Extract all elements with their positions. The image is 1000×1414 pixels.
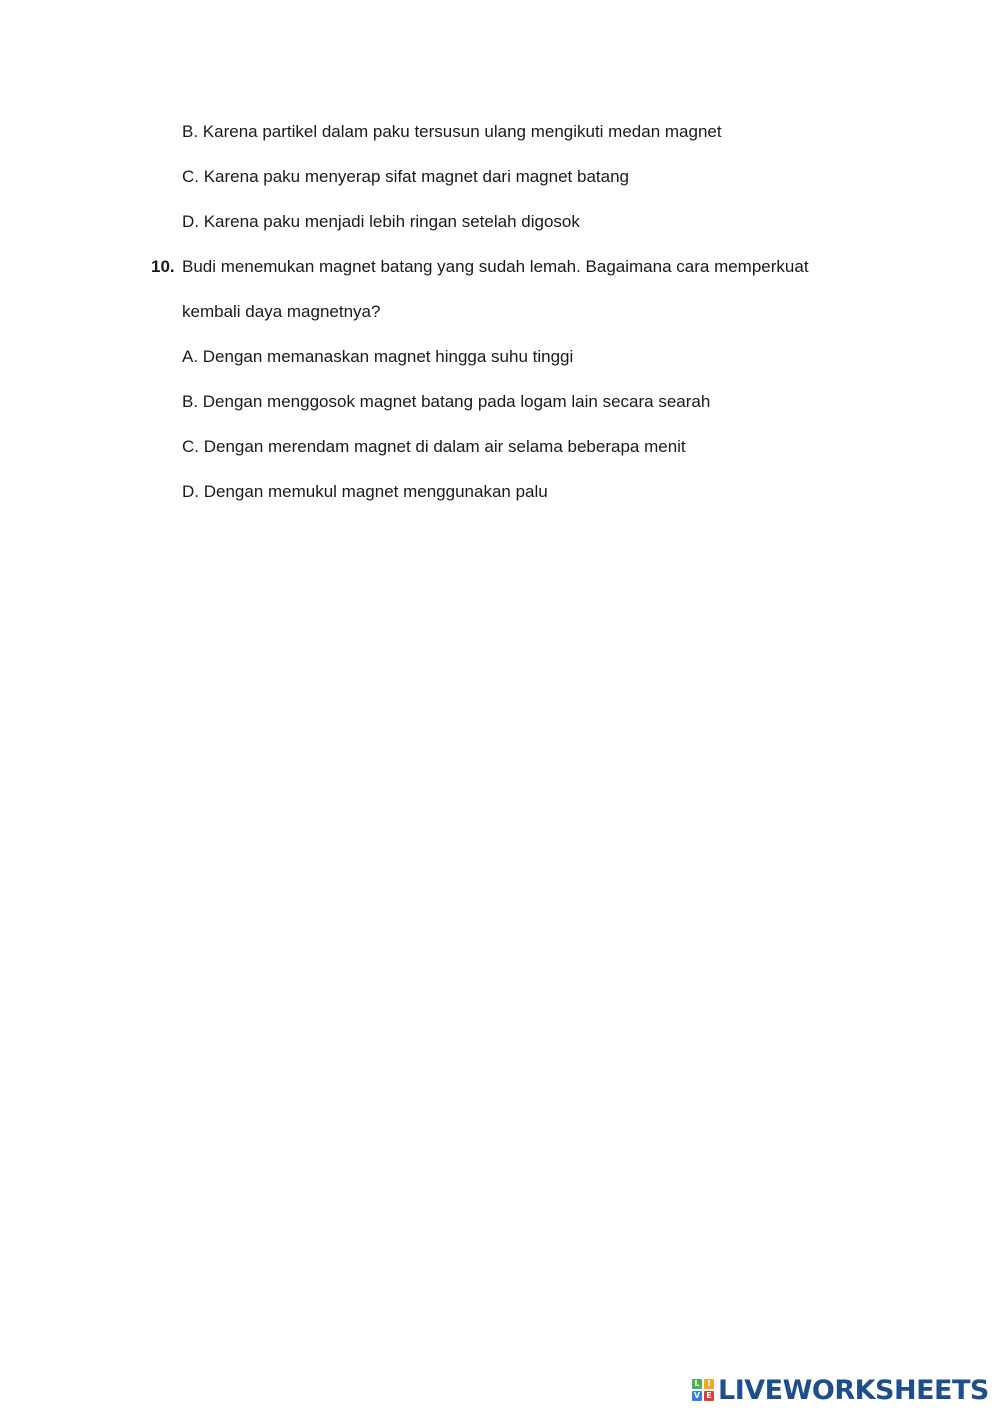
option-10d: D. Dengan memukul magnet menggunakan palu [182, 482, 548, 501]
option-9d: D. Karena paku menjadi lebih ringan setelah digosok [182, 212, 580, 231]
liveworksheets-logo [692, 1374, 989, 1406]
logo-cell: L [692, 1379, 702, 1389]
logo-cell: I [704, 1379, 714, 1389]
option-10b: B. Dengan menggosok magnet batang pada logam lain secara searah [182, 392, 711, 411]
option-10c: C. Dengan merendam magnet di dalam air selama beberapa menit [182, 437, 686, 456]
option-9c: C. Karena paku menyerap sifat magnet dari magnet batang [182, 167, 629, 186]
question-10-number: 10. [151, 257, 175, 276]
option-10a: A. Dengan memanaskan magnet hingga suhu tinggi [182, 347, 574, 366]
question-10-text-line2: kembali daya magnetnya? [182, 302, 381, 321]
logo-cell: V [693, 1391, 701, 1400]
question-10-text-line1: Budi menemukan magnet batang yang sudah lemah. Bagaimana cara memperkuat [182, 257, 809, 276]
brand-text: LIVEWORKSHEETS [718, 1374, 989, 1406]
logo-grid-icon [692, 1379, 714, 1401]
logo-cell: E [704, 1391, 714, 1401]
option-9b: B. Karena partikel dalam paku tersusun ulang mengikuti medan magnet [182, 122, 722, 141]
